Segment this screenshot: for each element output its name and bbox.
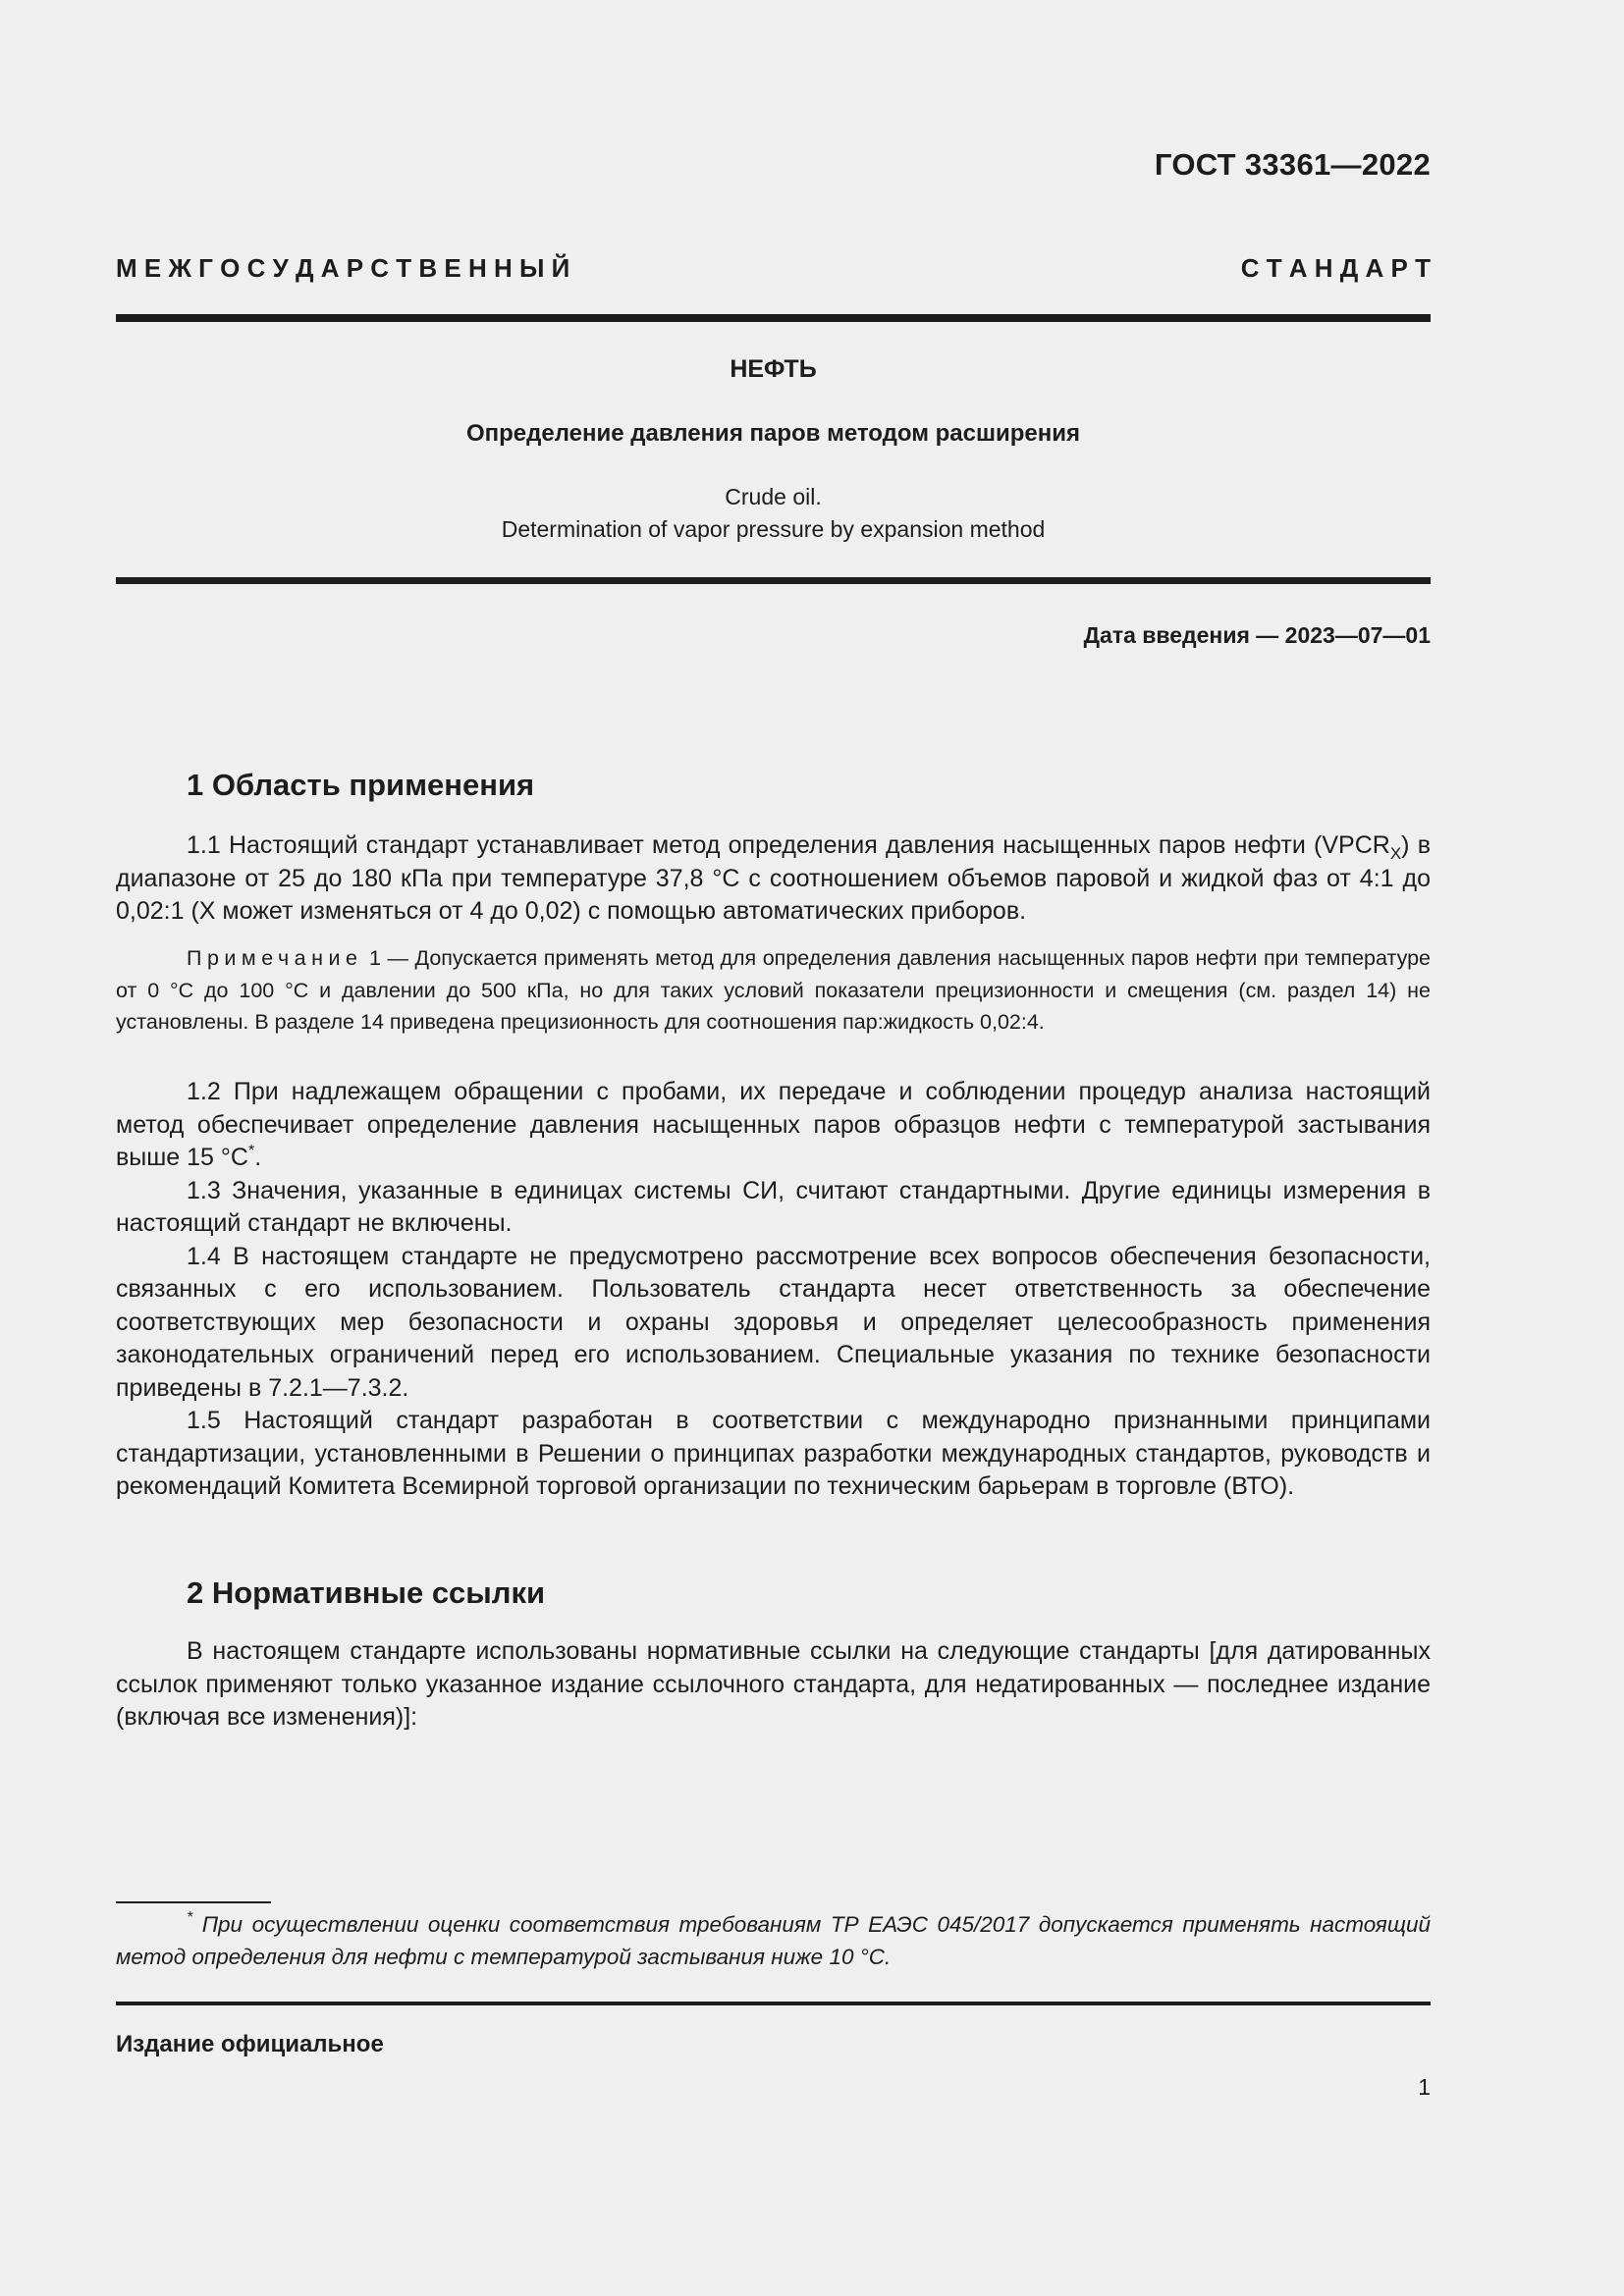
page-number: 1	[1418, 2074, 1431, 2100]
note-text: 1 — Допускается применять метод для определения давления насыщенных паров нефти при температуре от 0 °С до 100 °С и давлении до 500 кПа, но для таких условий показатели прецизионности и смещения (см. раздел 14) не установлены. В разделе 14 приведена прецизионность для соотношения пар:жидкость 0,02:4.	[116, 946, 1431, 1034]
note-1	[116, 942, 1431, 1039]
footnote-reference[interactable]: *	[247, 1143, 255, 1159]
bottom-divider	[116, 2002, 1431, 2005]
paragraph-1-2-text: 1.2 При надлежащем обращении с пробами, их передаче и соблюдении процедур анализа настоящий метод обеспечивает определение давления насыщенных паров образцов нефти с температурой застывания выше 15 °С	[116, 1078, 1431, 1171]
section-2-text: В настоящем стандарте использованы нормативные ссылки на следующие стандарты [для датированных ссылок применяют только указанное издание ссылочного стандарта, для недатированных — последнее издание (включая все изменения)]:	[116, 1637, 1431, 1731]
section-2-paragraph	[116, 1635, 1431, 1735]
footnote-text: При осуществлении оценки соответствия требованиям ТР ЕАЭС 045/2017 допускается применять настоящий метод определения для нефти с температурой застывания ниже 10 °С.	[116, 1912, 1431, 1969]
subscript-x: X	[1389, 844, 1402, 863]
introduction-date: Дата введения — 2023—07—01	[1083, 622, 1431, 648]
paragraph-1-5: 1.5 Настоящий стандарт разработан в соответствии с международно признанными принципами стандартизации, установленными в Решении о принципах разработки международных стандартов, руководств и рекомендаций Комитета Всемирной торговой организации по техническим барьерам в торговле (ВТО).	[116, 1407, 1431, 1500]
paragraph-1-3: 1.3 Значения, указанные в единицах системы СИ, считают стандартными. Другие единицы измерения в настоящий стандарт не включены.	[116, 1176, 1431, 1237]
english-title-line1: Crude oil.	[725, 484, 822, 509]
section-2-heading: 2 Нормативные ссылки	[187, 1575, 546, 1610]
footnote-separator	[116, 1901, 271, 1903]
paragraph-1-1	[116, 829, 1431, 929]
note-label: Примечание	[187, 946, 363, 970]
document-page	[116, 0, 1431, 2296]
title-divider	[116, 577, 1431, 584]
standard-type-heading	[116, 253, 1431, 284]
english-title	[116, 481, 1431, 546]
top-divider	[116, 314, 1431, 322]
document-title: НЕФТЬ	[730, 355, 817, 383]
paragraphs-1-2-to-1-5	[116, 1076, 1431, 1504]
footnote-mark: *	[187, 1909, 193, 1926]
section-1-heading: 1 Область применения	[187, 768, 535, 802]
standard-type-word-standard: С Т А Н Д А Р Т	[1240, 253, 1431, 283]
paragraph-1-4: 1.4 В настоящем стандарте не предусмотрено рассмотрение всех вопросов обеспечения безопасности, связанных с его использованием. Пользователь стандарта несет ответственность за обеспечение соответствующих мер безопасности и охраны здоровья и определяет целесообразность применения законодательных ограничений перед его использованием. Специальные указания по технике безопасности приведены в 7.2.1—7.3.2.	[116, 1242, 1431, 1402]
gost-number: ГОСТ 33361—2022	[1154, 147, 1431, 182]
paragraph-1-2	[116, 1076, 1431, 1175]
edition-label: Издание официальное	[116, 2031, 384, 2057]
document-subtitle: Определение давления паров методом расширения	[465, 420, 1081, 447]
standard-type-word-interstate: М Е Ж Г О С У Д А Р С Т В Е Н Н Ы Й	[116, 253, 570, 283]
english-title-line2: Determination of vapor pressure by expansion method	[501, 516, 1046, 542]
footnote	[116, 1909, 1431, 1973]
paragraph-1-2-end: .	[254, 1144, 262, 1171]
paragraph-1-1-text-end: ) в диапазоне от 25 до 180 кПа при температуре 37,8 °С с соотношением объемов паровой и жидкой фаз от 4:1 до 0,02:1 (X может изменяться от 4 до 0,02) с помощью автоматических приборов.	[116, 831, 1431, 925]
paragraph-1-1-text-start: 1.1 Настоящий стандарт устанавливает метод определения давления насыщенных паров нефти (VPCR	[187, 831, 1390, 859]
